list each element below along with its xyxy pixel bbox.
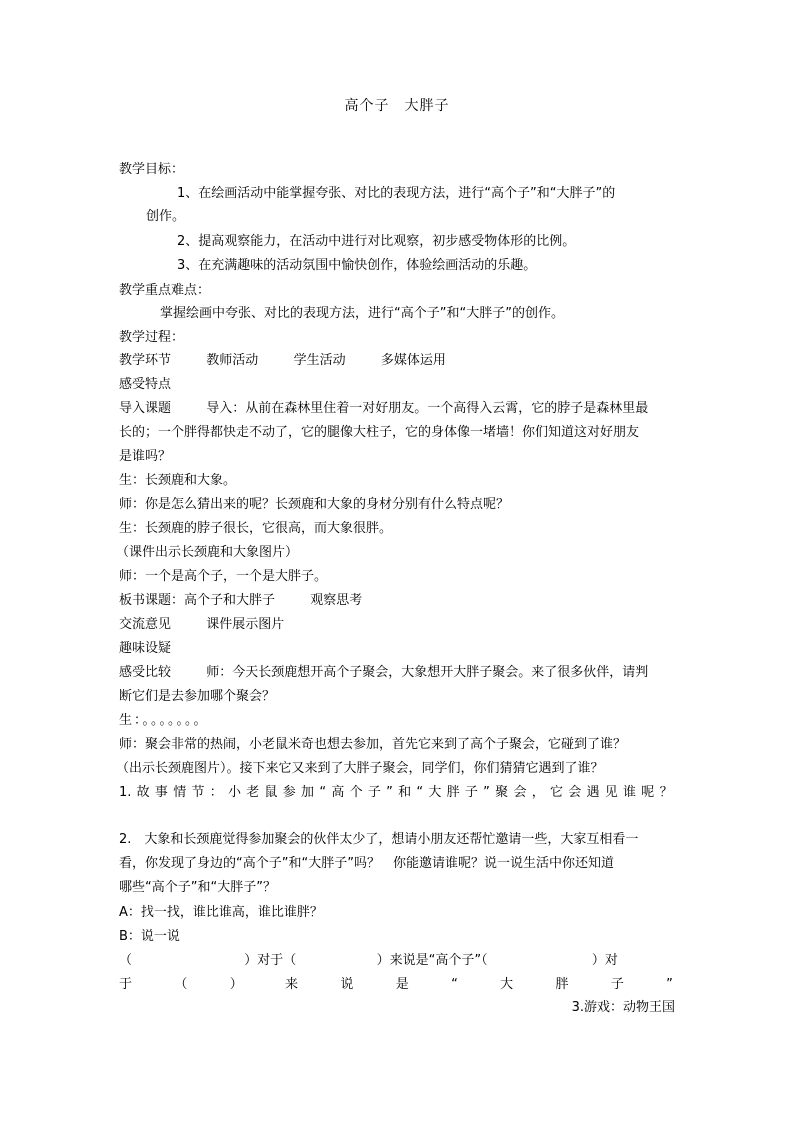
- fill-part: ”: [666, 977, 673, 992]
- story-char: 1.: [119, 785, 132, 800]
- stage-label-fun: 趣味设疑: [119, 641, 172, 656]
- story-char: ”: [483, 785, 490, 800]
- fill-part: “: [451, 977, 458, 992]
- story-char: 鼠: [264, 785, 278, 800]
- column-stage: 教学环节: [119, 353, 172, 368]
- story-char: ：: [209, 785, 223, 800]
- story-char: 情: [173, 785, 187, 800]
- story-char: “: [416, 785, 424, 800]
- story-char: ”: [386, 785, 393, 800]
- fill-part: 来: [285, 977, 299, 992]
- story-char: 呢: [641, 785, 655, 800]
- story-char: “: [319, 785, 327, 800]
- section-heading-process: 教学过程：: [119, 330, 185, 345]
- process-columns: [119, 353, 446, 369]
- game-heading: 3.游戏：动物王国: [571, 1000, 675, 1015]
- teacher-story-line-1: 师：聚会非常的热闹，小老鼠米奇也想去参加，首先它来到了高个子聚会，它碰到了谁？: [119, 737, 627, 752]
- story-char: 参: [282, 785, 296, 800]
- story-char: 胖: [446, 785, 460, 800]
- fill-part: （: [119, 953, 133, 968]
- fill-part: ）对于（: [244, 953, 297, 968]
- fill-part: 是: [395, 977, 409, 992]
- goal-1-line-1: 1、在绘画活动中能掌握夸张、对比的表现方法，进行“高个子”和“大胖子”的: [177, 186, 616, 201]
- compare-text: 师：今天长颈鹿想开高个子聚会，大象想开大胖子聚会。来了很多伙伴，请判: [206, 665, 649, 680]
- courseware-display: 课件展示图片: [206, 617, 285, 632]
- story-char: 聚: [495, 785, 509, 800]
- story-char: 谁: [623, 785, 637, 800]
- exchange-line: [119, 617, 284, 633]
- section-heading-goals: 教学目标：: [119, 162, 185, 177]
- intro-text: 导入：从前在森林里住着一对好朋友。一个高得入云霄，它的脖子是森林里最: [206, 401, 649, 416]
- story-char: 和: [398, 785, 412, 800]
- story-char: 大: [428, 785, 442, 800]
- student-answer-1: 生：长颈鹿和大象。: [119, 473, 237, 488]
- fill-part: 大: [500, 977, 514, 992]
- activity-a: A：找一找，谁比谁高，谁比谁胖？: [119, 905, 323, 920]
- story-char: 它: [549, 785, 563, 800]
- item-2-line-2: 看，你发现了身边的“高个子”和“大胖子”吗？ 你能邀请谁呢？说一说生活中你还知道: [119, 856, 614, 871]
- story-char: 遇: [586, 785, 600, 800]
- story-plot-line: [119, 785, 673, 801]
- fill-part: （: [174, 977, 188, 992]
- teacher-story-line-2: （出示长颈鹿图片）。接下来它又来到了大胖子聚会，同学们，你们猜猜它遇到了谁？: [116, 761, 604, 776]
- story-char: ？: [659, 785, 673, 800]
- stage-label-sense: 感受特点: [119, 377, 172, 392]
- story-char: 老: [246, 785, 260, 800]
- fill-part: 说: [340, 977, 354, 992]
- fill-blank-line-2: [119, 977, 673, 993]
- column-teacher: 教师活动: [206, 353, 259, 368]
- story-char: 故: [136, 785, 150, 800]
- board-title-line: [119, 593, 362, 609]
- story-char: 子: [367, 785, 381, 800]
- story-char: 事: [154, 785, 168, 800]
- item-2-line-3: 哪些“高个子”和“大胖子”？: [119, 880, 276, 895]
- story-char: 会: [513, 785, 527, 800]
- stage-label-compare: 感受比较: [119, 665, 172, 680]
- goal-1-line-2: 创作。: [146, 209, 186, 224]
- story-char: 加: [301, 785, 315, 800]
- document-title: 高个子 大胖子: [344, 98, 450, 114]
- column-student: 学生活动: [293, 353, 346, 368]
- compare-line-2: 断它们是去参加哪个聚会？: [119, 689, 276, 704]
- intro-line-1: [119, 401, 648, 417]
- story-char: 子: [464, 785, 478, 800]
- student-answer-3: 生：。。。。。。。: [119, 713, 209, 728]
- fill-part: 于: [119, 977, 133, 992]
- activity-b: B：说一说: [119, 929, 180, 944]
- teacher-question-1: 师：你是怎么猜出来的呢？长颈鹿和大象的身材分别有什么特点呢？: [119, 497, 510, 512]
- fill-part: ）对: [591, 953, 618, 968]
- story-char: 见: [604, 785, 618, 800]
- media-note-1: （课件出示长颈鹿和大象图片）: [116, 545, 299, 560]
- column-media: 多媒体运用: [380, 353, 446, 368]
- intro-line-2: 长的；一个胖得都快走不动了，它的腿像大柱子，它的身体像一堵墙！你们知道这对好朋友: [119, 425, 640, 440]
- goal-2: 2、提高观察能力，在活动中进行对比观察，初步感受物体形的比例。: [177, 234, 576, 249]
- board-title: 板书课题：高个子和大胖子: [119, 593, 276, 608]
- student-answer-2: 生：长颈鹿的脖子很长，它很高，而大象很胖。: [119, 521, 393, 536]
- fill-blank-line-1: [119, 953, 618, 969]
- story-char: 会: [568, 785, 582, 800]
- compare-line-1: [119, 665, 648, 681]
- stage-label-intro: 导入课题: [119, 401, 172, 416]
- teacher-statement-2: 师：一个是高个子，一个是大胖子。: [119, 569, 328, 584]
- story-char: 小: [227, 785, 241, 800]
- exchange-label: 交流意见: [119, 617, 172, 632]
- key-points-body: 掌握绘画中夸张、对比的表现方法，进行“高个子”和“大胖子”的创作。: [160, 306, 564, 321]
- story-char: 节: [191, 785, 205, 800]
- goal-3: 3、在充满趣味的活动氛围中愉快创作，体验绘画活动的乐趣。: [177, 258, 537, 273]
- fill-part: ）来说是“高个子”（: [376, 953, 488, 968]
- intro-line-3: 是谁吗？: [119, 449, 172, 464]
- section-heading-key-points: 教学重点难点：: [119, 283, 211, 298]
- item-2-line-1: 2. 大象和长颈鹿觉得参加聚会的伙伴太少了，想请小朋友还帮忙邀请一些，大家互相看一: [119, 832, 639, 847]
- story-char: 个: [349, 785, 363, 800]
- observe-think: 观察思考: [310, 593, 363, 608]
- fill-part: 子: [610, 977, 624, 992]
- fill-part: 胖: [555, 977, 569, 992]
- story-char: 高: [331, 785, 345, 800]
- fill-part: ）: [229, 977, 243, 992]
- story-char: ，: [531, 785, 545, 800]
